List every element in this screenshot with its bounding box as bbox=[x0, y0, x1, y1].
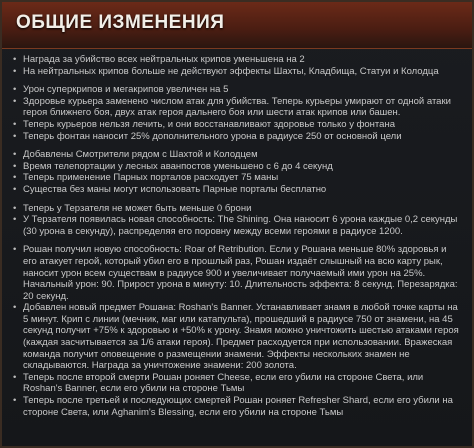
list-item bbox=[10, 203, 462, 215]
list-item-text: Награда за убийство всех нейтральных крипов уменьшена на 2 bbox=[23, 54, 305, 65]
changes-list bbox=[10, 54, 462, 425]
change-group bbox=[10, 54, 462, 77]
list-item bbox=[10, 372, 462, 395]
list-item-text: Время телепортации у лесных аванпостов уменьшено с 6 до 4 секунд bbox=[23, 160, 333, 172]
list-item-text: Теперь у Терзателя не может быть меньше 0 брони bbox=[23, 202, 252, 214]
list-item bbox=[10, 184, 462, 196]
list-item-text: Теперь после третьей и последующих смертей Рошан роняет Refresher Shard, если его убили на стороне Света, или Aghanim's Blessing, если его убили на стороне Тьмы bbox=[23, 395, 453, 418]
bullet-icon: • bbox=[13, 202, 17, 214]
list-item bbox=[10, 161, 462, 173]
list-item bbox=[10, 119, 462, 131]
list-item-text: Урон суперкрипов и мегакрипов увеличен на 5 bbox=[23, 84, 229, 96]
change-group bbox=[10, 149, 462, 195]
bullet-icon: • bbox=[13, 118, 17, 130]
section-header bbox=[2, 2, 472, 49]
bullet-icon: • bbox=[13, 65, 17, 77]
list-item bbox=[10, 244, 462, 302]
list-item bbox=[10, 84, 462, 96]
bullet-icon: • bbox=[13, 371, 17, 383]
list-item-text: Здоровье курьера заменено числом атак для убийства. Теперь курьеры умирают от одной атаки героя ближнего боя, двух атак героя дальнего боя или шести атак крипов или башен. bbox=[23, 95, 451, 119]
bullet-icon: • bbox=[13, 395, 17, 407]
bullet-icon: • bbox=[13, 160, 17, 172]
list-item-text: Теперь курьеров нельзя лечить, и они восстанавливают здоровье только у фонтана bbox=[23, 118, 395, 130]
list-item-text: На нейтральных крипов больше не действуют эффекты Шахты, Кладбища, Статуи и Колодца bbox=[23, 65, 439, 77]
list-item-text: Теперь после второй смерти Рошан роняет Cheese, если его убили на стороне Света, или Roshan's Banner, если его убили на стороне Тьмы bbox=[23, 371, 424, 395]
list-item bbox=[10, 96, 462, 119]
list-item bbox=[10, 149, 462, 161]
page-title: ОБЩИЕ ИЗМЕНЕНИЯ bbox=[16, 12, 225, 33]
list-item bbox=[10, 172, 462, 184]
change-group bbox=[10, 203, 462, 238]
bullet-icon: • bbox=[13, 172, 17, 184]
bullet-icon: • bbox=[13, 130, 17, 142]
bullet-icon: • bbox=[13, 244, 17, 256]
list-item bbox=[10, 131, 462, 143]
list-item bbox=[10, 395, 462, 418]
bullet-icon: • bbox=[13, 183, 17, 195]
change-group bbox=[10, 84, 462, 142]
list-item-text: Рошан получил новую способность: Roar of Retribution. Если у Рошана меньше 80% здоровья и его атакует герой, который убил его в прошлый раз, Рошан издаёт слышный на всю карту рык, наносит урон всем существам в радиусе 900 и увеличивает получаемый ими урон на 25%. Начальный урон: 90. Прирост урона в минуту: 10. Длительность эффекта: 8 секунд. Перезарядка: 20 секунд. bbox=[23, 244, 458, 302]
change-group bbox=[10, 244, 462, 418]
list-item bbox=[10, 214, 462, 237]
list-item bbox=[10, 54, 462, 66]
bullet-icon: • bbox=[13, 95, 17, 107]
list-item-text: Теперь применение Парных порталов расходует 75 маны bbox=[23, 172, 279, 184]
bullet-icon: • bbox=[13, 302, 17, 314]
list-item bbox=[10, 302, 462, 372]
list-item-text: У Терзателя появилась новая способность: The Shining. Она наносит 6 урона каждые 0,2 секунды (30 урона в секунду), распределяя его поровну между всеми героями в радиусе 1200. bbox=[23, 214, 458, 237]
list-item-text: Добавлены Смотрители рядом с Шахтой и Колодцем bbox=[23, 149, 258, 161]
list-item bbox=[10, 66, 462, 78]
list-item-text: Добавлен новый предмет Рошана: Roshan's Banner. Устанавливает знамя в любой точке карты на 5 минут. Крип с линии (мечник, маг или катапульта), прошедший в радиусе 750 от знамени, на 45 секунд получит +75% к здоровью и +50% к урону. Знамя можно уничтожить шестью атаками героя (каждая засчитывается за 1/6 атаки героя). Предмет расходуется при использовании. Вражеская команда получит оповещение о размещении знамени. Эффекты нескольких знамен не складываются. Награда за уничтожение знамени: 200 золота. bbox=[23, 302, 459, 372]
bullet-icon: • bbox=[13, 54, 17, 65]
list-item-text: Теперь фонтан наносит 25% дополнительного урона в радиусе 250 от основной цели bbox=[23, 130, 402, 142]
list-item-text: Существа без маны могут использовать Парные порталы бесплатно bbox=[23, 183, 327, 195]
bullet-icon: • bbox=[13, 149, 17, 161]
bullet-icon: • bbox=[13, 214, 17, 226]
bullet-icon: • bbox=[13, 84, 17, 96]
